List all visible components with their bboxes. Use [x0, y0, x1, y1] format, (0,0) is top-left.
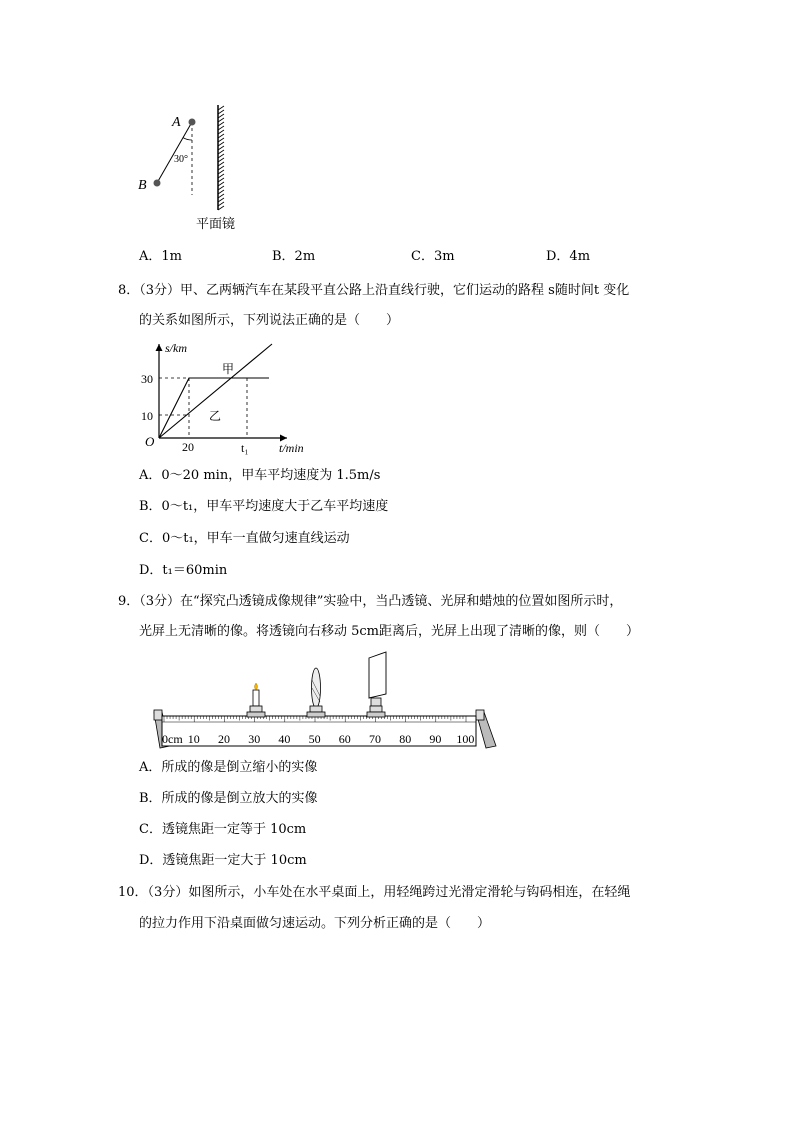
x-axis-label: t/min	[279, 441, 304, 455]
hatch-line	[218, 186, 224, 190]
hatch-line	[218, 174, 224, 178]
q7-option-d[interactable]: D．4m	[546, 249, 591, 264]
point-a	[189, 119, 196, 126]
hatch-line	[218, 126, 224, 130]
hatch-line	[218, 198, 224, 202]
bench-label: 40	[278, 732, 291, 746]
label-jia: 甲	[222, 362, 235, 376]
hatch-line	[218, 122, 224, 126]
hatch-line	[218, 106, 224, 110]
q8-stem-line1: 8．（3分）甲、乙两辆汽车在某段平直公路上沿直线行驶，它们运动的路程 s随时间t 变化	[118, 283, 630, 298]
hatch-line	[218, 190, 224, 194]
label-yi: 乙	[209, 409, 222, 423]
hatch-line	[218, 134, 224, 138]
hatch-line	[218, 154, 224, 158]
hatch-line	[218, 142, 224, 146]
hatch-line	[218, 194, 224, 198]
point-b	[154, 180, 161, 187]
hatch-line	[218, 130, 224, 134]
q9-stem-line2: 光屏上无清晰的像。将透镜向右移动 5cm距离后，光屏上出现了清晰的像，则（ ）	[139, 624, 640, 639]
q8-option-c[interactable]: C．0～t₁，甲车一直做匀速直线运动	[139, 531, 350, 546]
q8-option-a[interactable]: A．0～20 min，甲车平均速度为 1.5m/s	[139, 468, 381, 483]
candle	[247, 683, 265, 717]
hatch-line	[218, 182, 224, 186]
q7-option-a[interactable]: A．1m	[139, 249, 182, 264]
q8-option-b[interactable]: B．0～t₁，甲车平均速度大于乙车平均速度	[139, 499, 389, 514]
mirror-caption: 平面镜	[196, 217, 236, 232]
hatch-line	[218, 206, 224, 210]
hatch-line	[218, 162, 224, 166]
series-yi	[159, 344, 272, 438]
q10-stem-line2: 的拉力作用下沿桌面做匀速运动。下列分析正确的是（ ）	[139, 916, 491, 931]
q8-option-d[interactable]: D．t₁＝60min	[139, 563, 228, 578]
q9-option-d[interactable]: D．透镜焦距一定大于 10cm	[139, 853, 307, 868]
q10-stem-line1: 10．（3分）如图所示，小车处在水平桌面上，用轻绳跨过光滑定滑轮与钩码相连，在轻绳	[118, 885, 631, 900]
hatch-line	[218, 146, 224, 150]
y-tick-30: 30	[141, 372, 153, 386]
x-tick-t1: t₁	[241, 441, 249, 455]
hatch-line	[218, 202, 224, 206]
hatch-line	[218, 138, 224, 142]
q7-option-b[interactable]: B．2m	[272, 249, 316, 264]
convex-lens	[307, 668, 325, 717]
hatch-line	[218, 118, 224, 122]
origin-label: O	[145, 434, 155, 449]
bench-label: 70	[369, 732, 381, 746]
bench-label: 50	[308, 732, 321, 746]
hatch-line	[218, 158, 224, 162]
label-a: A	[172, 115, 181, 130]
bench-label: 100	[456, 732, 475, 746]
hatch-line	[218, 178, 224, 182]
q7-option-c[interactable]: C．3m	[411, 249, 455, 264]
q9-option-a[interactable]: A．所成的像是倒立缩小的实像	[139, 760, 318, 775]
hatch-line	[218, 166, 224, 170]
hatch-line	[218, 110, 224, 114]
y-axis-label: s/km	[165, 341, 187, 355]
q9-optical-bench	[140, 650, 500, 750]
hatch-line	[218, 114, 224, 118]
y-tick-10: 10	[141, 409, 153, 423]
bench-label: 20	[218, 732, 230, 746]
bench-label: 10	[187, 732, 200, 746]
series-jia	[159, 378, 269, 438]
bench-label: 60	[338, 732, 351, 746]
q8-stem-line2: 的关系如图所示，下列说法正确的是（ ）	[139, 313, 400, 328]
light-screen	[367, 652, 386, 717]
q8-st-graph	[135, 338, 320, 460]
bench-label: 30	[248, 732, 261, 746]
mirror-hatching	[218, 106, 224, 210]
bench-label: 80	[399, 732, 412, 746]
angle-label: 30°	[174, 154, 188, 165]
q9-option-c[interactable]: C．透镜焦距一定等于 10cm	[139, 822, 307, 837]
hatch-line	[218, 170, 224, 174]
bench-label: 0cm	[162, 732, 183, 746]
hatch-line	[218, 150, 224, 154]
q9-option-b[interactable]: B．所成的像是倒立放大的实像	[139, 791, 318, 806]
string-line	[157, 122, 192, 183]
angle-arc	[183, 138, 192, 140]
q9-stem-line1: 9．（3分）在“探究凸透镜成像规律”实验中，当凸透镜、光屏和蜡烛的位置如图所示时，	[118, 594, 623, 609]
label-b: B	[138, 178, 147, 193]
x-tick-20: 20	[182, 440, 194, 454]
bench-label: 90	[429, 732, 442, 746]
